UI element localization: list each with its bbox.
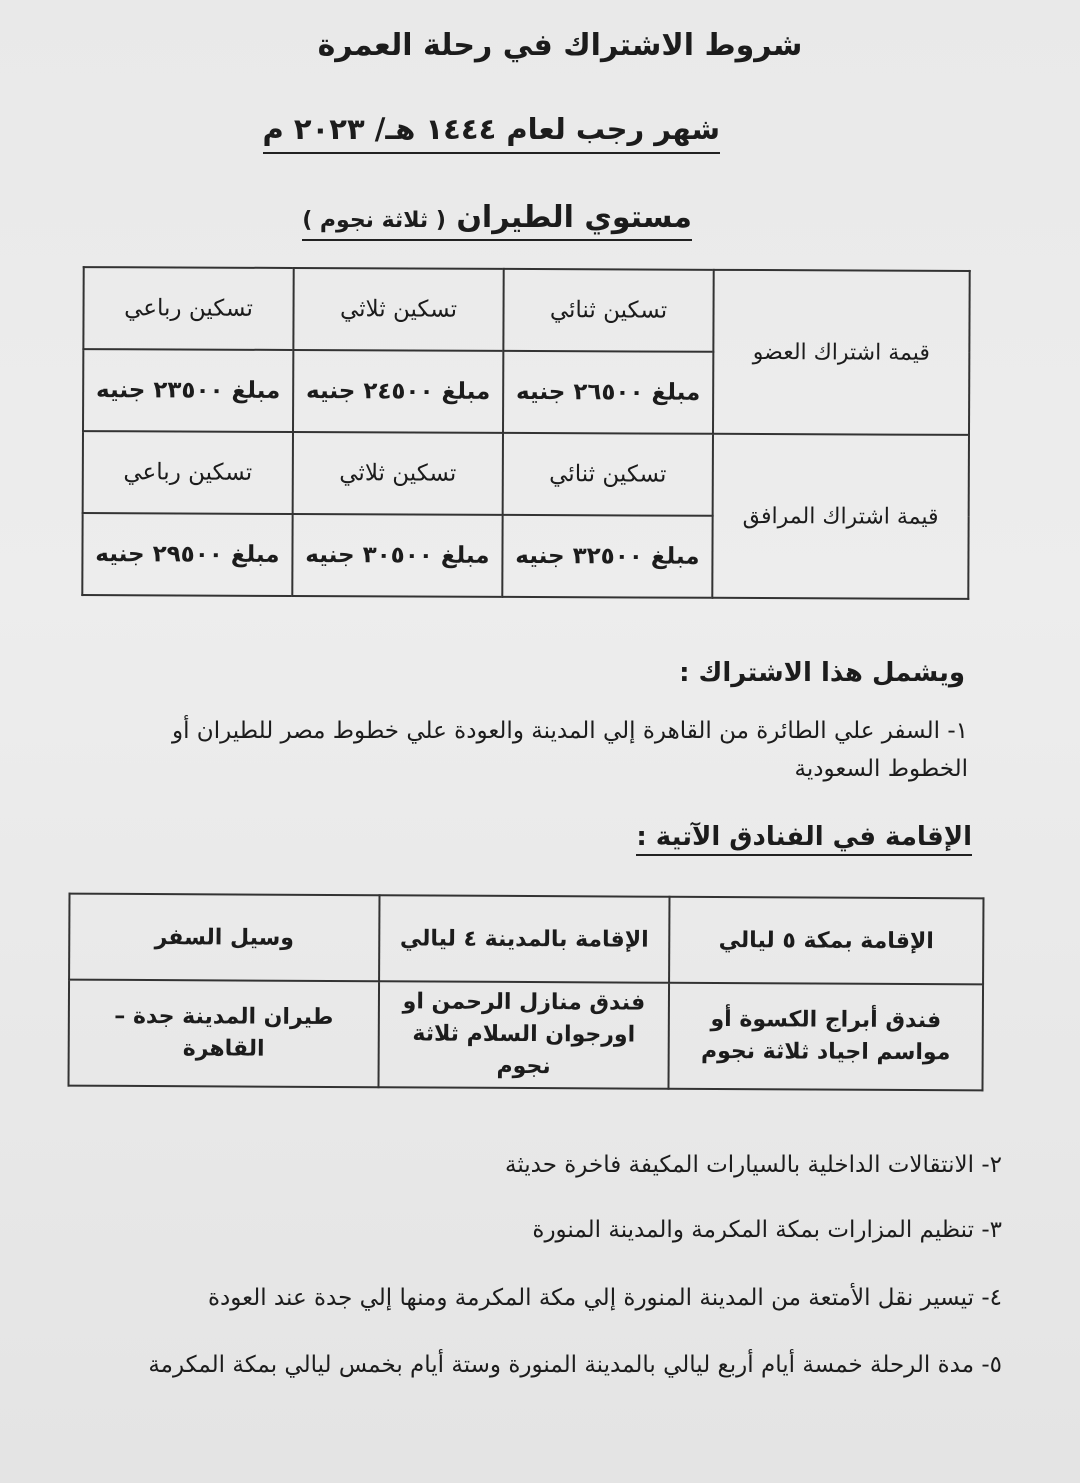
price-cell: مبلغ ٢٣٥٠٠ جنيه xyxy=(83,349,293,432)
table-header: الإقامة بالمدينة ٤ ليالي xyxy=(379,895,669,983)
list-item: ٤- تيسير نقل الأمتعة من المدينة المنورة إلي مكة المكرمة ومنها إلي جدة عند العودة xyxy=(207,1285,1002,1311)
list-item: ٢- الانتقالات الداخلية بالسيارات المكيفة فاخرة حديثة xyxy=(504,1152,1002,1178)
table-cell: تسكين ثلاثي xyxy=(293,268,503,351)
table-cell: طيران المدينة جدة – القاهرة xyxy=(69,980,380,1088)
list-item: ٥- مدة الرحلة خمسة أيام أربع ليالي بالمدينة المنورة وستة أيام بخمس ليالي بمكة المكرمة xyxy=(148,1352,1002,1378)
table-cell: فندق أبراج الكسوة أو مواسم اجياد ثلاثة نجوم xyxy=(668,983,983,1091)
list-item: ١- السفر علي الطائرة من القاهرة إلي المدينة والعودة علي خطوط مصر للطيران أو الخطوط السعودية xyxy=(172,718,968,782)
hotels-heading: الإقامة في الفنادق الآتية : xyxy=(636,822,972,856)
table-row xyxy=(69,894,983,985)
includes-heading: ويشمل هذا الاشتراك : xyxy=(679,658,965,688)
table-cell: تسكين ثنائي xyxy=(503,433,713,516)
table-header: وسيل السفر xyxy=(69,894,379,982)
price-cell: مبلغ ٢٤٥٠٠ جنيه xyxy=(293,350,503,433)
flight-level-value: ( ثلاثة نجوم ) xyxy=(302,208,446,233)
document-period: شهر رجب لعام ١٤٤٤ هـ/ ٢٠٢٣ م xyxy=(263,112,721,154)
companion-subscription-label: قيمة اشتراك المرافق xyxy=(712,434,969,599)
list-item: ٣- تنظيم المزارات بمكة المكرمة والمدينة المنورة xyxy=(532,1217,1002,1243)
table-cell: فندق منازل الرحمن او اورجوان السلام ثلاثة نجوم xyxy=(378,981,669,1089)
price-cell: مبلغ ٣٢٥٠٠ جنيه xyxy=(502,515,712,598)
table-cell: تسكين ثلاثي xyxy=(293,432,503,515)
table-row xyxy=(83,431,969,517)
price-cell: مبلغ ٢٦٥٠٠ جنيه xyxy=(503,351,713,434)
price-cell: مبلغ ٣٠٥٠٠ جنيه xyxy=(292,514,502,597)
subscription-table xyxy=(81,266,970,600)
flight-level-label: مستوي الطيران xyxy=(456,200,692,235)
table-cell: تسكين رباعي xyxy=(83,267,293,350)
price-cell: مبلغ ٢٩٥٠٠ جنيه xyxy=(82,513,292,596)
hotels-table xyxy=(67,893,984,1092)
member-subscription-label: قيمة اشتراك العضو xyxy=(713,270,970,435)
table-row xyxy=(83,267,969,353)
table-cell: تسكين رباعي xyxy=(83,431,293,514)
table-header: الإقامة بمكة ٥ ليالي xyxy=(669,897,983,985)
table-cell: تسكين ثنائي xyxy=(503,269,713,352)
document-title: شروط الاشتراك في رحلة العمرة xyxy=(317,28,803,63)
flight-level xyxy=(302,200,692,241)
table-row xyxy=(69,980,984,1091)
